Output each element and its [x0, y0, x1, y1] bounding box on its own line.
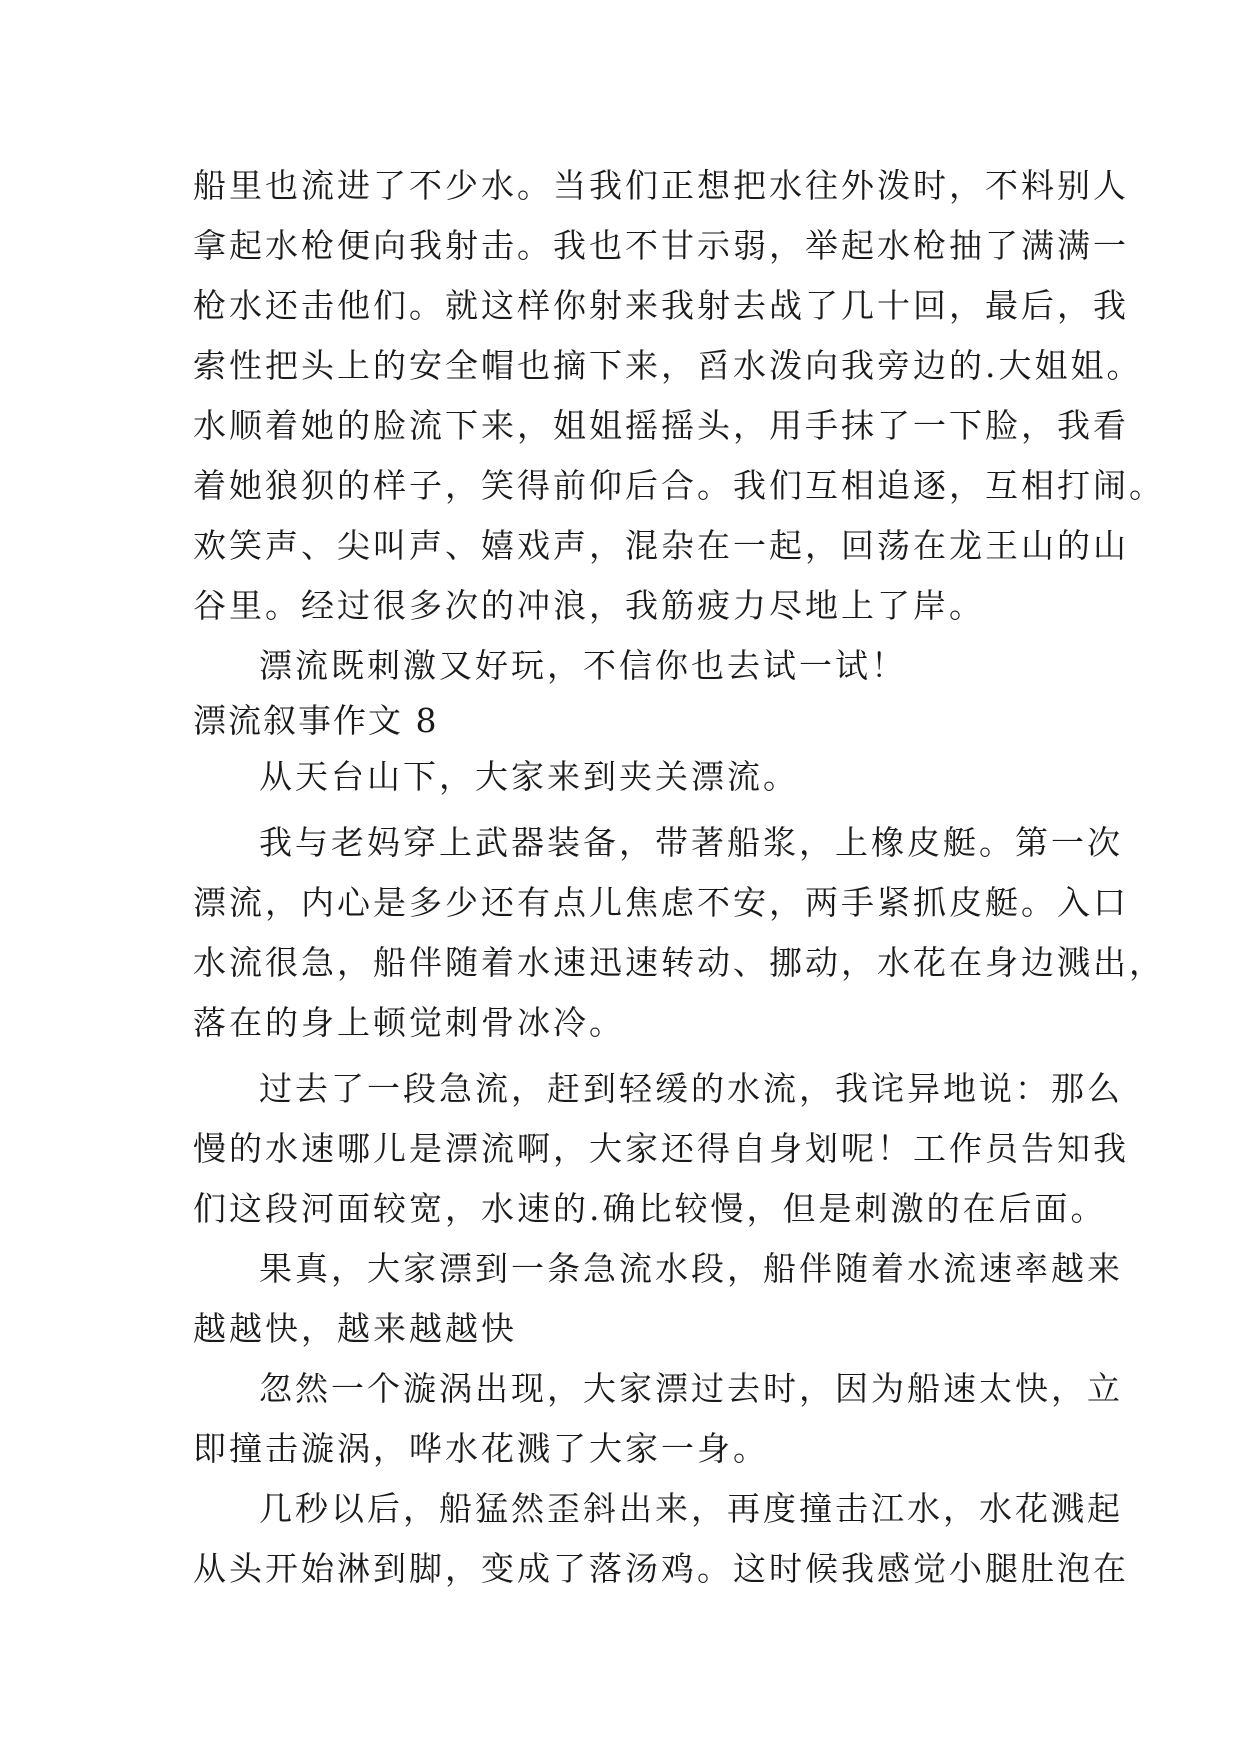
section-heading: 漂流叙事作文 8: [193, 701, 439, 740]
paragraph-line: 果真，大家漂到一条急流水段，船伴随着水流速率越来: [259, 1249, 1123, 1288]
paragraph-line: 我与老妈穿上武器装备，带著船浆，上橡皮艇。第一次: [259, 823, 1123, 862]
paragraph-line: 漂流既刺激又好玩，不信你也去试一试！: [259, 646, 907, 685]
paragraph-line: 漂流，内心是多少还有点儿焦虑不安，两手紧抓皮艇。入口: [193, 883, 1129, 922]
paragraph-line: 即撞击漩涡，哗水花溅了大家一身。: [193, 1429, 769, 1468]
paragraph-line: 水顺着她的脸流下来，姐姐摇摇头，用手抹了一下脸，我看: [193, 406, 1129, 445]
paragraph-line: 谷里。经过很多次的冲浪，我筋疲力尽地上了岸。: [193, 586, 985, 625]
paragraph-line: 水流很急，船伴随着水速迅速转动、挪动，水花在身边溅出，: [193, 943, 1165, 982]
paragraph-line: 越越快，越来越越快: [193, 1309, 517, 1348]
paragraph-line: 拿起水枪便向我射击。我也不甘示弱，举起水枪抽了满满一: [193, 226, 1129, 265]
paragraph-line: 忽然一个漩涡出现，大家漂过去时，因为船速太快，立: [259, 1369, 1123, 1408]
paragraph-line: 们这段河面较宽，水速的.确比较慢，但是刺激的在后面。: [193, 1189, 1107, 1228]
paragraph-line: 落在的身上顿觉刺骨冰冷。: [193, 1003, 625, 1042]
paragraph-line: 船里也流进了不少水。当我们正想把水往外泼时，不料别人: [193, 166, 1129, 205]
paragraph-line: 索性把头上的安全帽也摘下来，舀水泼向我旁边的.大姐姐。: [193, 346, 1143, 385]
paragraph-line: 几秒以后，船猛然歪斜出来，再度撞击江水，水花溅起: [259, 1489, 1123, 1528]
paragraph-line: 从天台山下，大家来到夹关漂流。: [259, 757, 799, 796]
paragraph-line: 过去了一段急流，赶到轻缓的水流，我诧异地说：那么: [259, 1069, 1123, 1108]
paragraph-line: 从头开始淋到脚，变成了落汤鸡。这时候我感觉小腿肚泡在: [193, 1549, 1129, 1588]
paragraph-line: 欢笑声、尖叫声、嬉戏声，混杂在一起，回荡在龙王山的山: [193, 526, 1129, 565]
paragraph-line: 慢的水速哪儿是漂流啊，大家还得自身划呢！工作员告知我: [193, 1129, 1129, 1168]
paragraph-line: 着她狼狈的样子，笑得前仰后合。我们互相追逐，互相打闹。: [193, 466, 1165, 505]
paragraph-line: 枪水还击他们。就这样你射来我射去战了几十回，最后，我: [193, 286, 1129, 325]
